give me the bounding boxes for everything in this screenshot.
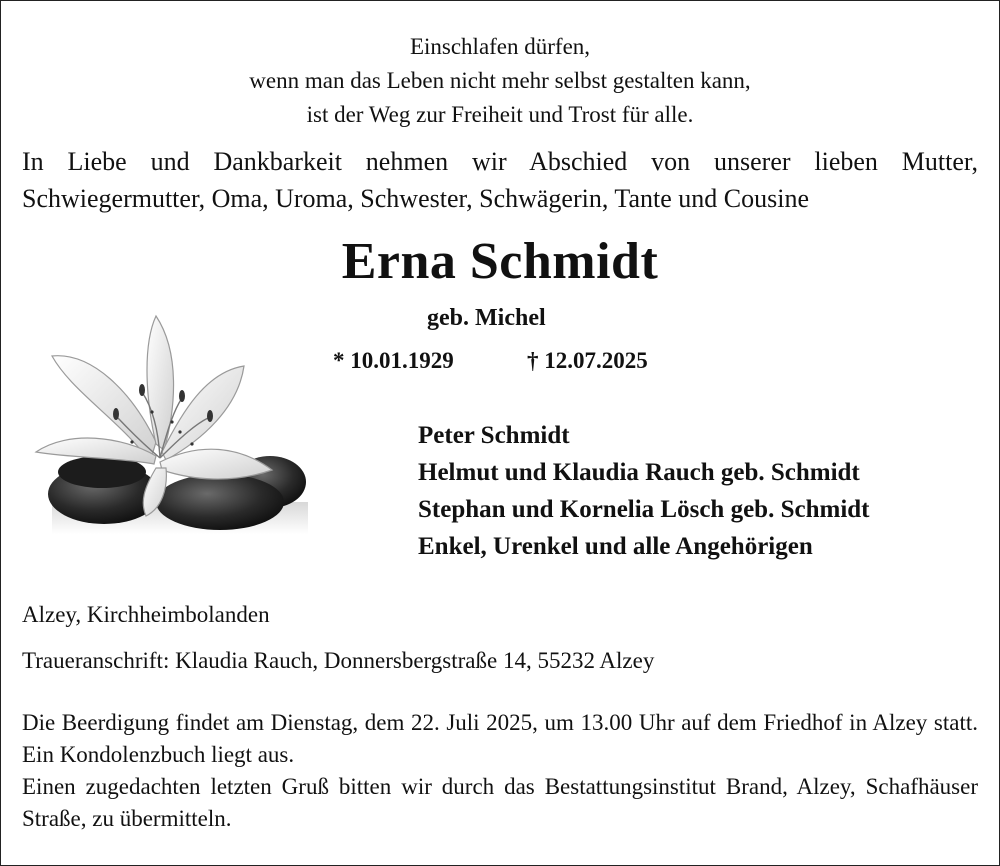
mourner-2: Helmut und Klaudia Rauch geb. Schmidt <box>418 459 860 486</box>
death-date: † 12.07.2025 <box>527 348 648 373</box>
deceased-name: Erna Schmidt <box>341 233 659 290</box>
poem-line-2: wenn man das Leben nicht mehr selbst gestalten kann, <box>249 68 751 93</box>
birth-date: * 10.01.1929 <box>333 348 454 373</box>
places: Alzey, Kirchheimbolanden <box>22 602 270 627</box>
maiden-name: geb. Michel <box>427 305 546 331</box>
mourner-1: Peter Schmidt <box>418 422 570 449</box>
lily-on-stones-icon <box>32 312 308 534</box>
condolence-note: Einen zugedachten letzten Gruß bitten wir durch das Bestattungsinstitut Brand, Alzey, Schafhäuser Straße, zu übermitteln. <box>22 774 978 831</box>
funeral-info: Die Beerdigung findet am Dienstag, dem 22. Juli 2025, um 13.00 Uhr auf dem Friedhof in Alzey statt. Ein Kondolenzbuch liegt aus. <box>22 710 978 767</box>
poem-line-1: Einschlafen dürfen, <box>409 34 591 59</box>
intro-line-1: In Liebe und Dankbarkeit nehmen wir Abschied von unserer lieben Mutter, <box>22 147 978 176</box>
poem-line-3: ist der Weg zur Freiheit und Trost für alle. <box>306 102 694 127</box>
intro-line-2: Schwiegermutter, Oma, Uroma, Schwester, Schwägerin, Tante und Cousine <box>22 184 809 213</box>
mourner-3: Stephan und Kornelia Lösch geb. Schmidt <box>418 496 870 523</box>
mourning-address: Traueranschrift: Klaudia Rauch, Donnersbergstraße 14, 55232 Alzey <box>22 648 655 673</box>
mourner-4: Enkel, Urenkel und alle Angehörigen <box>418 533 813 560</box>
